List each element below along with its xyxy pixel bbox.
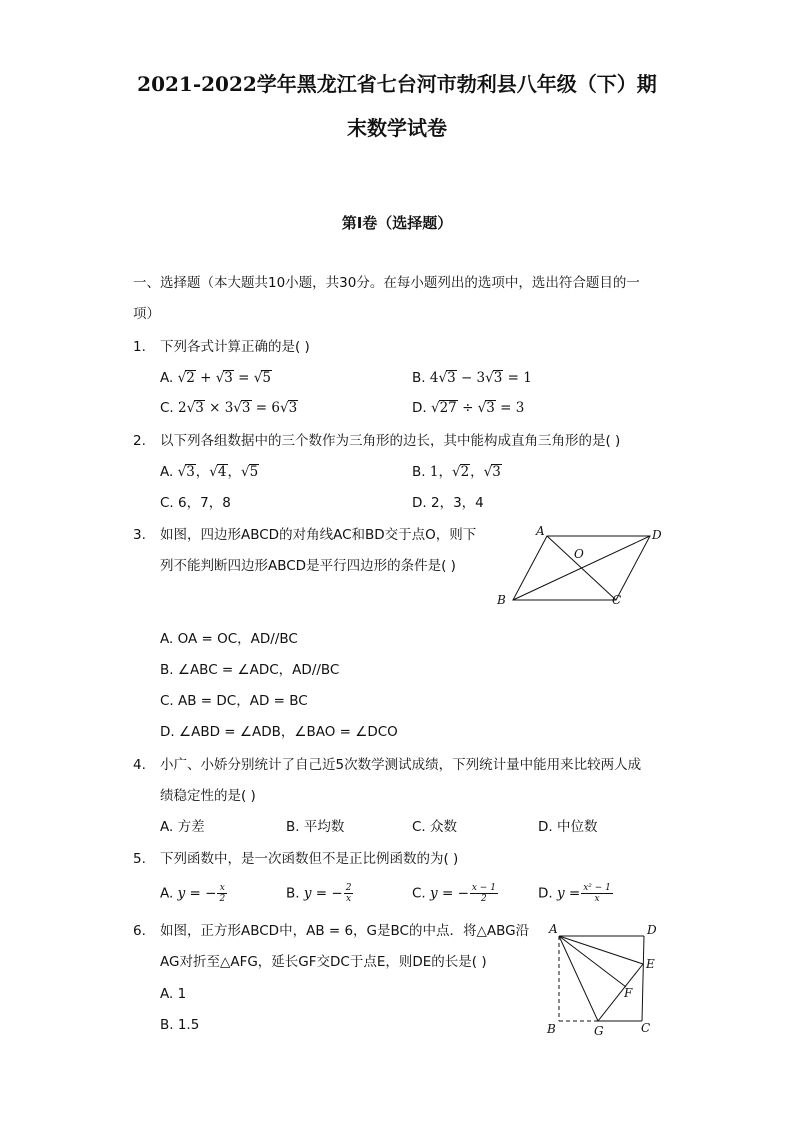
q6-side-dc — [642, 936, 644, 1021]
q5-number: 5. — [133, 851, 146, 867]
q4-stem-line2: 绩稳定性的是( ) — [160, 788, 256, 804]
q3-label-a: A — [536, 524, 545, 538]
q1-d-label: D. — [412, 400, 427, 416]
q3-label-c: C — [612, 593, 622, 607]
q5-option-d — [538, 883, 614, 904]
q6-label-c: C — [641, 1021, 651, 1035]
q3-option-c: C. AB = DC，AD = BC — [160, 693, 308, 709]
q1-option-a: A. √2 + √3 = √5 — [160, 370, 271, 386]
q6-square-figure — [540, 920, 665, 1042]
q1-stem: 下列各式计算正确的是( ) — [160, 339, 310, 355]
q4-stem-line1: 小广、小娇分别统计了自己近5次数学测试成绩，下列统计量中能用来比较两人成 — [160, 757, 642, 773]
q6-segment-ae — [559, 936, 643, 964]
instructions-line1: 一、选择题（本大题共10小题，共30分。在每小题列出的选项中，选出符合题目的一 — [133, 275, 640, 291]
q5-b-fraction: $\frac{2}{x}$ — [345, 883, 352, 904]
q6-stem-line1: 如图，正方形ABCD中，AB = 6，G是BC的中点．将△ABG沿 — [160, 923, 530, 939]
q5-c-label: C. — [412, 885, 426, 902]
q5-a-y: y — [177, 885, 186, 902]
q2-number: 2. — [133, 433, 146, 449]
q6-label-g: G — [594, 1024, 604, 1038]
q2-d-text: 2，3，4 — [430, 495, 484, 511]
q3-option-d: D. ∠ABD = ∠ADB，∠BAO = ∠DCO — [160, 724, 398, 740]
q6-label-f: F — [624, 986, 633, 1000]
q5-stem: 下列函数中，是一次函数但不是正比例函数的为( ) — [160, 851, 459, 867]
q2-d-label: D. — [412, 495, 427, 511]
q5-d-fraction: $\frac{\text{x² − 1}}{x}$ — [583, 883, 611, 904]
q5-a-fraction: $\frac{x}{2}$ — [219, 883, 226, 904]
q4-option-a: A. 方差 — [160, 819, 205, 835]
q2-stem: 以下列各组数据中的三个数作为三角形的边长，其中能构成直角三角形的是( ) — [160, 433, 621, 449]
section-heading: 第I卷（选择题） — [341, 214, 453, 232]
q5-a-eq: = — [189, 885, 201, 902]
q5-d-label: D. — [538, 885, 553, 902]
q5-option-c — [412, 883, 499, 904]
q5-a-label: A. — [160, 885, 174, 902]
q2-option-c — [160, 494, 231, 512]
instructions-line2: 项） — [133, 306, 160, 322]
q2-option-a: A. √3，√4，√5 — [160, 464, 259, 480]
q3-option-b: B. ∠ABC = ∠ADC，AD//BC — [160, 662, 340, 678]
q4-option-b: B. 平均数 — [286, 819, 345, 835]
q6-option-b: B. 1.5 — [160, 1017, 200, 1033]
q6-segment-ag — [559, 936, 598, 1021]
q3-stem-line2: 列不能判断四边形ABCD是平行四边形的条件是( ) — [160, 558, 456, 574]
q2-a-label: A. — [160, 464, 174, 480]
q1-option-d: D. √27 ÷ √3 = 3 — [412, 400, 525, 416]
q5-b-eq: = — [315, 885, 328, 902]
q3-number: 3. — [133, 527, 146, 543]
page-title-line1: 2021-2022学年黑龙江省七台河市勃利县八年级（下）期 — [137, 72, 657, 96]
q5-c-y: y — [430, 885, 438, 902]
q5-d-eq: = — [568, 885, 581, 902]
q4-option-c: C. 众数 — [412, 819, 458, 835]
q1-option-c: C. 2√3 × 3√3 = 6√3 — [160, 400, 298, 416]
q3-label-d: D — [652, 528, 662, 542]
q2-option-d — [412, 494, 484, 512]
q3-label-b: B — [497, 593, 506, 607]
q5-b-y: y — [303, 885, 312, 902]
q5-b-minus: − — [331, 885, 343, 902]
q6-segment-af — [559, 936, 626, 987]
q5-option-a — [160, 883, 228, 904]
q6-option-a: A. 1 — [160, 986, 187, 1002]
q6-stem-line2: AG对折至△AFG，延长GF交DC于点E，则DE的长是( ) — [160, 954, 487, 970]
q2-c-label: C. — [160, 495, 174, 511]
q1-number: 1. — [133, 339, 146, 355]
q5-d-y: y — [556, 885, 565, 902]
q5-a-minus: − — [205, 885, 217, 902]
q1-b-label: B. — [412, 370, 426, 386]
q4-option-d: D. 中位数 — [538, 819, 598, 835]
page-title-line2: 末数学试卷 — [347, 116, 447, 140]
q1-a-label: A. — [160, 370, 174, 386]
q3-stem-line1: 如图，四边形ABCD的对角线AC和BD交于点O，则下 — [160, 527, 477, 543]
q3-diagonal-bd — [513, 536, 650, 600]
q6-segment-ge — [598, 964, 643, 1021]
q5-c-minus: − — [457, 885, 469, 902]
q2-c-text: 6，7，8 — [178, 495, 231, 511]
q2-option-b: B. 1，√2，√3 — [412, 464, 501, 480]
q6-label-d: D — [647, 923, 657, 937]
q3-parallelogram-figure — [490, 520, 670, 610]
q6-label-a: A — [549, 922, 558, 936]
q5-c-fraction: $\frac{x - 1}{2}$ — [471, 883, 496, 904]
q3-option-a: A. OA = OC，AD//BC — [160, 631, 298, 647]
q6-label-e: E — [646, 957, 655, 971]
q2-b-label: B. — [412, 464, 426, 480]
q1-option-b: B. 4√3 − 3√3 = 1 — [412, 370, 532, 386]
q5-c-eq: = — [441, 885, 454, 902]
q6-label-b: B — [547, 1022, 556, 1036]
q1-c-label: C. — [160, 400, 174, 416]
q4-number: 4. — [133, 757, 146, 773]
q3-label-o: O — [574, 547, 584, 561]
q6-number: 6. — [133, 923, 146, 939]
q5-option-b — [286, 883, 354, 904]
q5-b-label: B. — [286, 885, 300, 902]
